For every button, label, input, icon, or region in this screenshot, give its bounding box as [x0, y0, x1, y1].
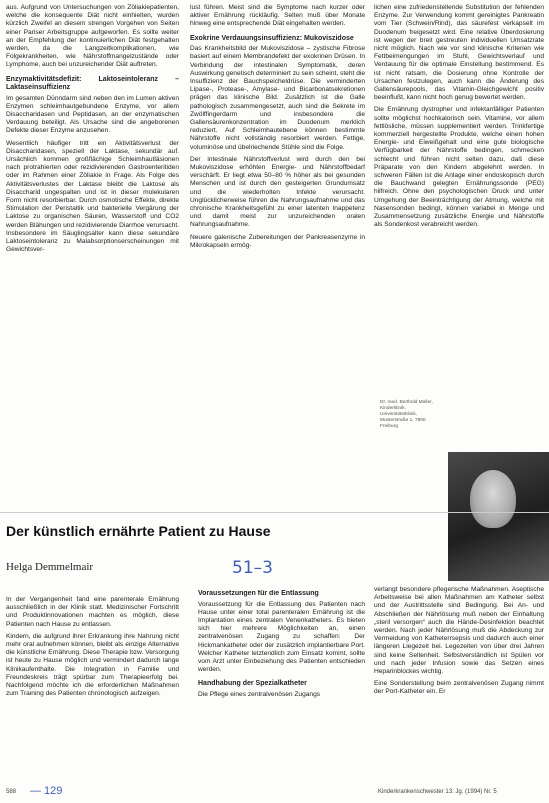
- col2-paragraph-1: Das Krankheitsbild der Mukoviszidose – zystische Fibrose basiert auf einem Membrandefekt der exokrinen Drüsen. In Verbindung der intestinalen Symptomatik, deren Auswirkung genetisch determiniert zu sein scheint, steht die Insuffizienz der Bauchspeicheldrüse. Die verminderten Lipase-, Protease-, Amylase- und Bicarbonatsekretionen prägen das klinische Bild. Zusätzlich ist die Galle pathologisch zusammengesetzt, auch sind die Sekrete im Zwölffingerdarm und insbesondere die Gallensäurenkonzentration im Duodenum merklich reduziert. Auf Schleimhautebene können bestimmte Nährstoffe nicht vollständig resorbiert werden. Fettige, voluminöse und übelriechende Stühle sind die Folge.: [190, 45, 365, 151]
- lower-column-2: [198, 590, 365, 783]
- author-caption: Dr. med. Berthold Müller, Kinderklinik, Universitätsklinik, Musterstraße 1, 7800 Freiburg: [380, 400, 433, 429]
- col2-intro: lust führen. Meist sind die Symptome nach kurzer oder aktiver Ernährung rückläufig. Selten muß über Monate hinweg eine entsprechende Diät eingehalten werden.: [190, 4, 365, 28]
- section-divider: [0, 512, 549, 513]
- col3-paragraph-1: lichen eine zufriedenstellende Substitution der fehlenden Enzyme. Zur Verwendung kommt gereinigtes Pankreatin vom Tier (Schwein/Rind), das säurefest verkapselt im Duodenum freigesetzt wird. Eine relative Überdosierung ist wegen der breit gestreuten individuellen Umsatzrate nicht möglich. Nach wie vor sind klinische Kriterien wie Fettbeimengungen im Stuhl, Gewichtsverlauf und Verdauung für die optimale Einstellung bestimmend. Es ist nicht ratsam, die Dosierung ohne Kontrolle der Ursachen festzulegen, auch kann die Änderung des Gallensäurepools, das Vitamin-Gleichgewicht positiv beeinflußt, kann nicht hoch genug bewertet werden.: [374, 4, 544, 102]
- col1-heading: Enzymaktivitätsdefizit: Laktoseintoleranz – Laktaseinsuffizienz: [6, 75, 179, 92]
- handwritten-page-mark: — 129: [30, 785, 63, 797]
- page-number: 588: [6, 789, 17, 795]
- handwritten-annotation: 51–3: [232, 558, 273, 578]
- lower-column-3: [374, 586, 544, 783]
- lower-column-1: [6, 596, 179, 782]
- journal-footer: Kinderkrankenschwester 13. Jg. (1994) Nr. 5: [378, 789, 497, 795]
- col2-paragraph-3: Neuere galenische Zubereitungen der Pankreasenzyme in Mikrokapseln ermög-: [190, 233, 365, 249]
- article-paragraph-5: verlangt besondere pflegerische Maßnahmen. Aseptische Arbeitsweise bei allen Maßnahmen am Katheter selbst und der Austrittsstelle sind Bedingung. Bei An- und Abschließen der Nährlösung muß neben der Einhaltung „steril versorgen“ auch die Hände-Desinfektion beachtet werden. Nach jeder Nährlösung muß die Abdeckung zur Vermeidung von Katheterrsepsis und dadurch auch einer längeren Liegezeit bei. Legezeiten von über drei Jahren sind keine Seltenheit. Selbstverständlich ist Spülen vor und nach jeder Infusion sowie das Setzen eines Heparinblockes wichtig.: [374, 586, 544, 676]
- portrait-face: [470, 470, 516, 528]
- col1-intro: aus. Aufgrund von Untersuchungen von Zöliakiepatienten, welche die konsequente Diät nicht einhielten, wurden kürzlich Zweifel an diesem strengen Vorgehen von Seiten einer Pariser Arbeitsgruppe aufgeworfen. Es sollte weiter an der Empfehlung der kontinuierlichen Diät festgehalten werden, da die Langzeitkomplikationen, wie Folgekrankheiten, wie Nährstoffmangelzustände oder Lymphome, auch bei unzureichender Diät auftreten.: [6, 4, 179, 69]
- upper-column-3: [374, 4, 544, 396]
- article-heading-2: Handhabung der Spezialkatheter: [198, 680, 307, 688]
- article-paragraph-4: Die Pflege eines zentralvenösen Zugangs: [198, 690, 321, 698]
- col1-paragraph-1: Im gesamten Dünndarm sind neben den im Lumen aktiven Enzymen schleimhautgebundene Enzyme, vor allem Disaccharidasen und Peptidasen, an der enzymatischen Verdauung beteiligt. Als Ursache sind die angeborenen Defekte dieser Enzyme anzusehen.: [6, 94, 179, 135]
- col1-paragraph-2: Wesentlich häufiger tritt ein Aktivitätsverlust der Disaccharidasen, speziell der Laktase, sekundär auf. Ursächlich kommen großflächige Schleimhautläsionen nach protrahierten oder rezidivierenden Gastroenteritiden oder im Rahmen einer Zöliakie in Frage. Als Folge des Aktivitätsverlustes der Laktase bleibt die Laktose als Disaccharid ungespalten und ist in dieser molekularen Form nicht resorbierbar. Durch osmotische Effekte, direkte Stimulation der Peristaltik und bakterielle Vergärung der Laktose zu organischen Säuren, Wasserstoff und CO2 werden Blähungen und rezidivierende Diarrhoe verursacht. Insbesondere im Säuglingsalter kann diese sekundäre Laktoseintoleranz zu Malabsorptionserscheinungen mit Gewichtsver-: [6, 139, 179, 254]
- article-paragraph-6: Eine Sonderstellung beim zentralvenösen Zugang nimmt der Port-Katheter ein. Er: [374, 680, 544, 696]
- article-title: Der künstlich ernährte Patient zu Hause: [6, 523, 271, 539]
- upper-column-2: [190, 4, 365, 508]
- article-paragraph-2: Kindern, die aufgrund ihrer Erkrankung ihre Nahrung nicht mehr oral aufnehmen können, bleibt als einzige Alternative die künstliche Ernährung. Diese Therapie bzw. Versorgung ist heute zu Hause möglich und vermindert dadurch lange Klinikaufenthalte. Die Integration in Familie und Freundeskreis trägt spürbar zum Therapieerfolg bei. Nachfolgend möchte ich die erforderlichen Maßnahmen zum Training des Patienten chronologisch aufzeigen.: [6, 632, 179, 698]
- article-heading-1: Voraussetzungen für die Entlassung: [198, 590, 319, 597]
- col3-paragraph-2: Die Ernährung dystropher und infektanfälliger Patienten sollte möglichst hochkalorisch sein. Vitamine, vor allem fettlösliche, müssen supplementiert werden. Trinkfertige kommerziell hergestellte Produkte, welche einen hohen Energie- und Eiweißgehalt und eine gute biologische Verfügbarkeit der Nährstoffe bedingen, schmecken schlecht und führen nicht selten dazu, daß diese Präparate von den Kindern abgelehnt werden. In schweren Fällen ist die Anlage einer endoskopisch durch die Bauchwand gelegten Ernährungssonde (PEG) hilfreich. Ohne den psychologischen Druck und unter Umgehung der Beeinträchtigung der Atmung, welche mit Nasensonden bedingt, können variabel in Menge und Zusammensetzung zusätzliche Energie und Nährstoffe als Sondenkost verabreicht werden.: [374, 106, 544, 229]
- col2-paragraph-2: Der intestinale Nährstoffverlust wird durch den bei Mukoviszidose erhöhten Energie- und Nährstoffbedarf verschärft. Er liegt etwa 50–80 % höher als bei gesunden Menschen und ist durch den gesteigerten Grundumsatz und die wiederholten Infekte verursacht. Unglücklicherweise führen die Nahrungsaufnahme und das chronische Krankheitsgefühl zu einer latenten Inappetenz und damit meist zur unzureichenden oralen Nahrungsaufnahme.: [190, 155, 365, 229]
- col2-heading: Exokrine Verdauungsinsuffizienz: Mukoviszidose: [190, 34, 354, 42]
- author-photo: [448, 452, 549, 581]
- article-paragraph-1: In der Vergangenheit fand eine parenterale Ernährung ausschließlich in der Klinik statt. Medizinischer Fortschritt und Produktinnovationen machten es möglich, diese Patienten nach Hause zu entlassen.: [6, 596, 179, 628]
- article-paragraph-3: Voraussetzung für die Entlassung des Patienten nach Hause unter einer total parenteralen Ernährung ist die Implantation eines zentralen Venenkatheters. Es bieten sich hier mehrere Möglichkeiten an, einen zentralvenösen Zugang zu schaffen: Der Hickmankatheter oder der zusätzlich implantierbare Port. Welcher Katheter letztendlich zum Einsatz kommt, sollte vom Arzt unter Einbeziehung des Patienten entschieden werden.: [198, 600, 365, 674]
- article-author: Helga Demmelmair: [6, 561, 94, 573]
- upper-column-1: [6, 4, 179, 508]
